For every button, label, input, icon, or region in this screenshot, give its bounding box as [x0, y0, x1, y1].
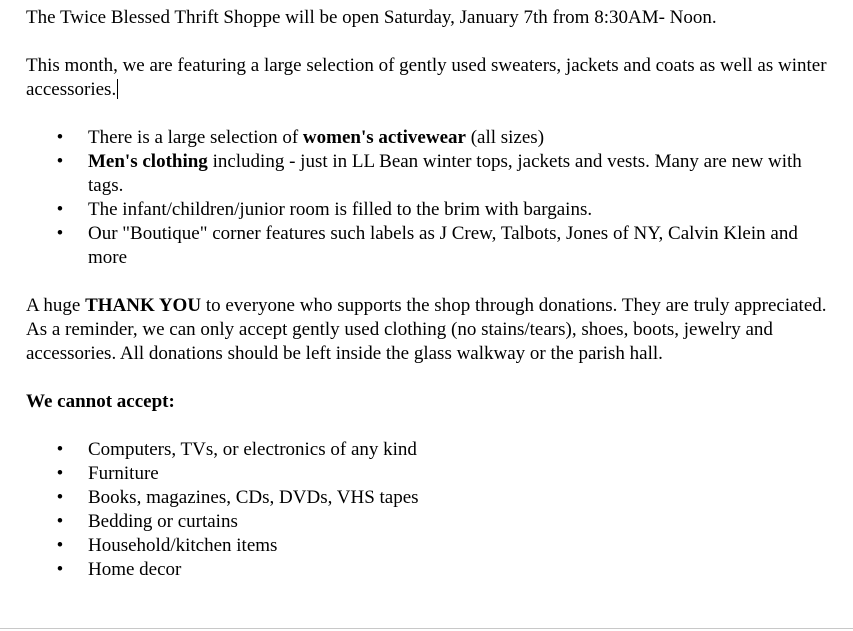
- bullet-icon: •: [56, 223, 64, 244]
- list-item-text: Bedding or curtains: [88, 511, 238, 532]
- list-item-text: Household/kitchen items: [88, 535, 278, 556]
- bullet-icon: •: [56, 127, 64, 148]
- list-item: [26, 438, 841, 462]
- cannot-accept-heading: [26, 390, 841, 414]
- paragraph-spacer: [26, 270, 841, 294]
- bullet-icon: •: [56, 463, 64, 484]
- bottom-divider: [0, 628, 853, 629]
- list-item-text: Furniture: [88, 463, 159, 484]
- list-item-text: including - just in LL Bean winter tops, jackets and vests. Many are new with tags.: [88, 151, 802, 196]
- list-item: [26, 126, 841, 150]
- list-item-text: Home decor: [88, 559, 182, 580]
- bullet-icon: •: [56, 511, 64, 532]
- list-item-text: Our "Boutique" corner features such labels as J Crew, Talbots, Jones of NY, Calvin Klein and more: [88, 223, 798, 268]
- list-item: [26, 486, 841, 510]
- list-item: [26, 150, 841, 198]
- list-item: [26, 510, 841, 534]
- bullet-icon: •: [56, 535, 64, 556]
- list-item: [26, 558, 841, 582]
- list-item-text: There is a large selection of: [88, 127, 303, 148]
- document-body[interactable]: [26, 6, 841, 582]
- bullet-icon: •: [56, 439, 64, 460]
- list-item-bold-text: women's activewear: [302, 127, 466, 148]
- list-item-bold-text: Men's clothing: [88, 151, 208, 172]
- not-accepted-list: [26, 438, 841, 582]
- thank-you-paragraph: [26, 294, 841, 366]
- list-item-text: Computers, TVs, or electronics of any kind: [88, 439, 417, 460]
- list-item-text: The infant/children/junior room is filled to the brim with bargains.: [88, 199, 593, 220]
- list-item: [26, 222, 841, 270]
- announcement-paragraph: The Twice Blessed Thrift Shoppe will be open Saturday, January 7th from 8:30AM- Noon.: [26, 7, 717, 28]
- paragraph-spacer: [26, 414, 841, 438]
- cannot-accept-heading-text: We cannot accept:: [26, 391, 175, 412]
- bullet-icon: •: [56, 559, 64, 580]
- paragraph-spacer: [26, 366, 841, 390]
- featured-items-list: [26, 126, 841, 270]
- thank-you-bold-text: THANK YOU: [85, 295, 202, 316]
- feature-intro-paragraph: [26, 54, 841, 102]
- bullet-icon: •: [56, 151, 64, 172]
- paragraph-spacer: [26, 102, 841, 126]
- feature-intro-text: This month, we are featuring a large selection of gently used sweaters, jackets and coats as well as winter accessories.: [26, 55, 827, 100]
- list-item-text: Books, magazines, CDs, DVDs, VHS tapes: [88, 487, 419, 508]
- paragraph-spacer: [26, 30, 841, 54]
- thank-you-text: to everyone who supports the shop through donations. They are truly appreciated. As a reminder, we can only accept gently used clothing (no stains/tears), shoes, boots, jewelry and accessories. All donations should be left inside the glass walkway or the parish hall.: [26, 295, 827, 364]
- list-item: [26, 534, 841, 558]
- bullet-icon: •: [56, 199, 64, 220]
- text-cursor: [117, 79, 118, 99]
- thank-you-text: A huge: [26, 295, 86, 316]
- list-item: [26, 462, 841, 486]
- list-item-text: (all sizes): [465, 127, 545, 148]
- bullet-icon: •: [56, 487, 64, 508]
- list-item: [26, 198, 841, 222]
